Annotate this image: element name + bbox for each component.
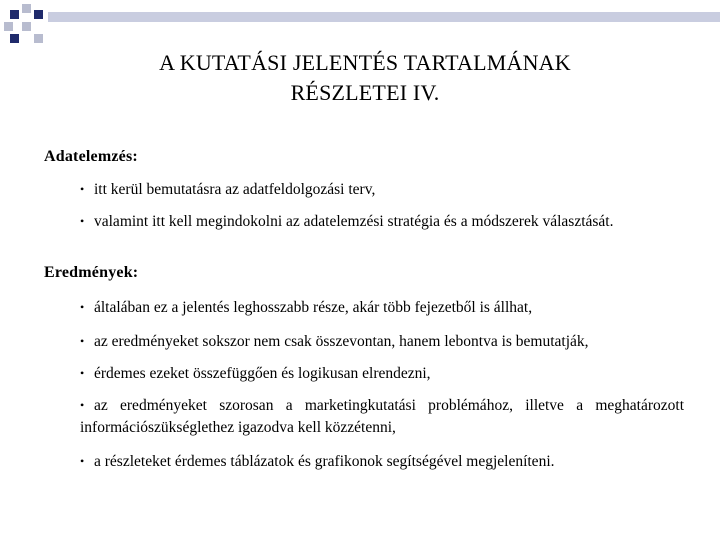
corner-square-2 xyxy=(22,4,31,13)
list-item xyxy=(80,450,684,473)
list-item xyxy=(80,178,684,201)
corner-square-6 xyxy=(10,34,19,43)
top-rule xyxy=(48,12,720,22)
list-item-text: a részleteket érdemes táblázatok és grafikonok segítségével megjeleníteni. xyxy=(94,453,555,470)
bullet-icon: • xyxy=(80,214,85,228)
list-item-text: általában ez a jelentés leghosszabb része, akár több fejezetből is állhat, xyxy=(94,299,533,316)
section-heading-adatelemzes: Adatelemzés: xyxy=(44,148,138,165)
bullet-icon: • xyxy=(80,300,85,314)
list-item-text: az eredményeket sokszor nem csak összevontan, hanem lebontva is bemutatják, xyxy=(94,333,589,350)
list-item-text: az eredményeket szorosan a marketingkutatási problémához, illetve a meghatározott információszükséglethez igazodva kell közzétenni, xyxy=(80,397,684,436)
bullet-icon: • xyxy=(80,398,85,412)
bullet-icon: • xyxy=(80,182,85,196)
slide-title xyxy=(100,48,630,108)
title-line-1: A KUTATÁSI JELENTÉS TARTALMÁNAK xyxy=(159,50,571,75)
corner-square-5 xyxy=(22,22,31,31)
list-item-text: érdemes ezeket összefüggően és logikusan elrendezni, xyxy=(94,365,431,382)
list-item xyxy=(80,394,684,439)
list-item xyxy=(80,362,684,385)
bullet-icon: • xyxy=(80,454,85,468)
bullet-icon: • xyxy=(80,366,85,380)
section-heading-eredmenyek: Eredmények: xyxy=(44,264,139,281)
list-item-text: valamint itt kell megindokolni az adatelemzési stratégia és a módszerek választását. xyxy=(94,213,614,230)
corner-square-4 xyxy=(34,10,43,19)
corner-square-3 xyxy=(4,22,13,31)
title-line-2: RÉSZLETEI IV. xyxy=(290,80,440,105)
list-item xyxy=(80,330,684,353)
list-item xyxy=(80,210,684,233)
list-item-text: itt kerül bemutatásra az adatfeldolgozási terv, xyxy=(94,181,376,198)
bullet-icon: • xyxy=(80,334,85,348)
corner-square-7 xyxy=(34,34,43,43)
list-item xyxy=(80,296,684,319)
corner-square-1 xyxy=(10,10,19,19)
